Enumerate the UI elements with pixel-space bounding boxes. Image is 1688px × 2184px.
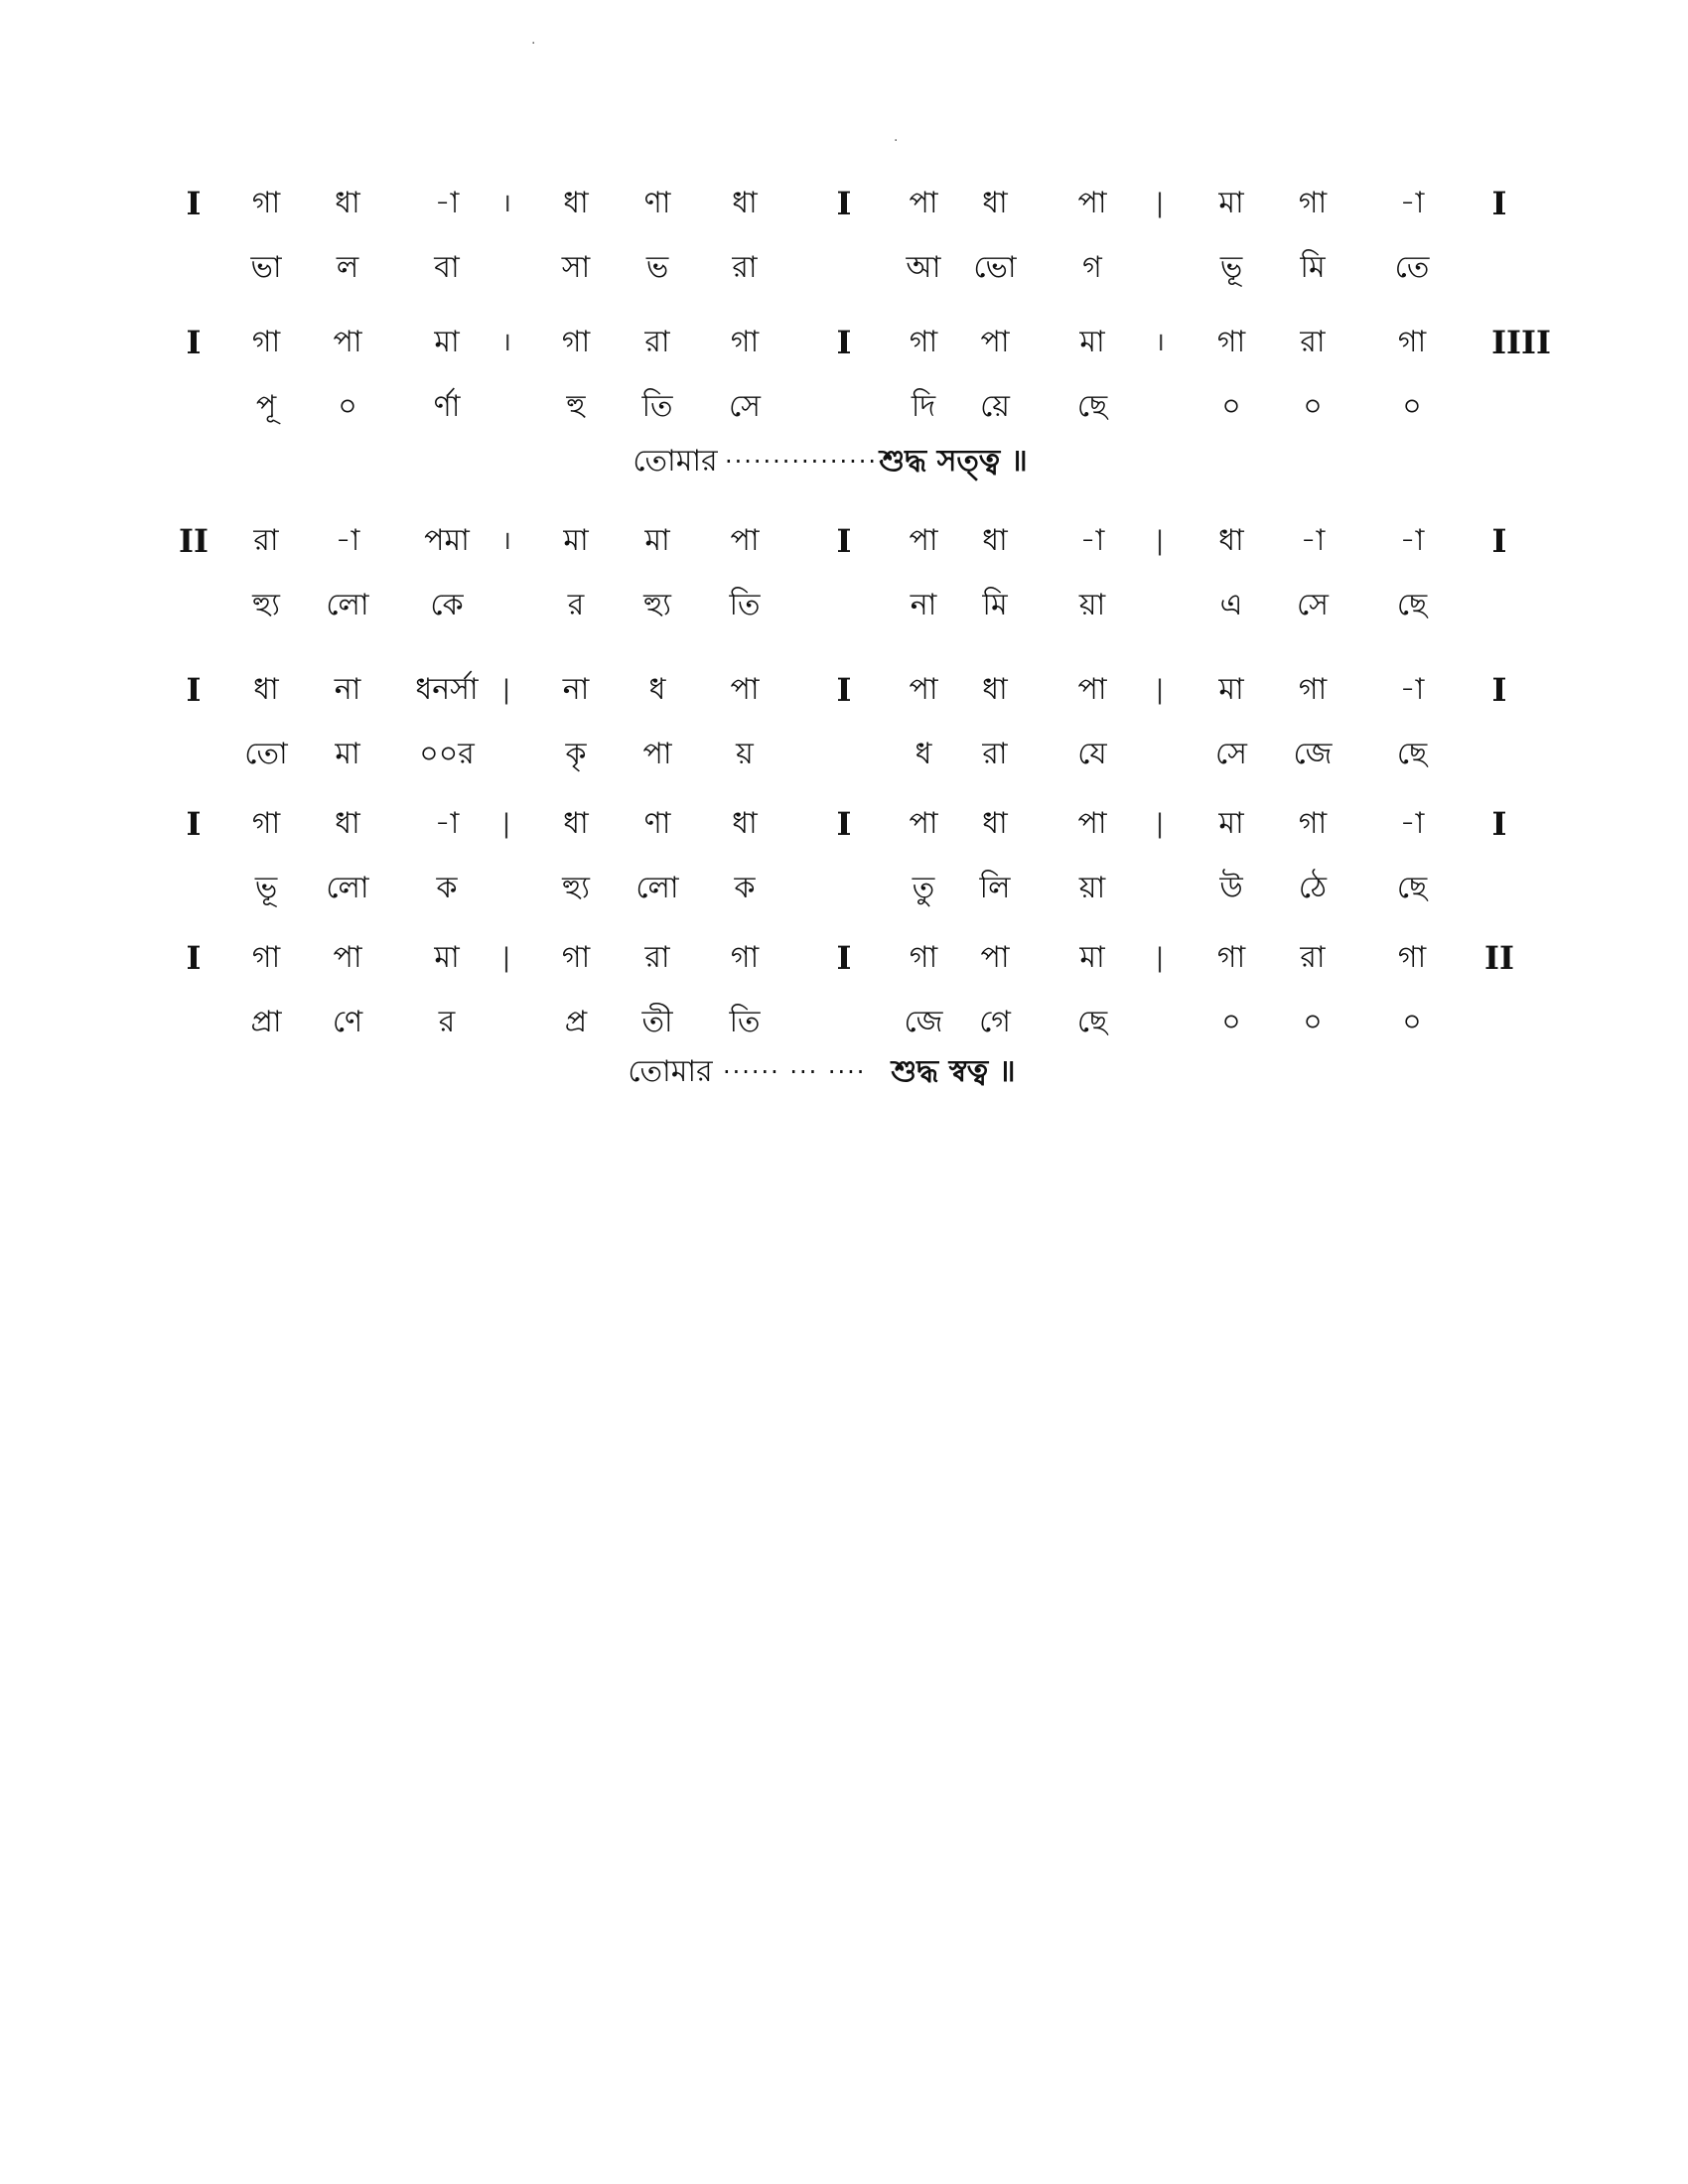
bar-line: II [1484,939,1514,977]
bar-line: | [501,675,511,705]
lyric-syllable: দি [911,389,936,424]
refrain-line [0,1052,1688,1092]
lyric-syllable: প্রা [250,1005,282,1039]
swara-note: গা [1397,325,1427,359]
lyric-syllable: ০ [1402,1005,1422,1039]
lyric-syllable: লো [635,871,679,905]
swara-line [0,323,1688,362]
swara-note: মা [1218,186,1244,220]
swara-note: পা [730,523,760,558]
lyric-syllable: মি [1300,250,1326,285]
lyric-syllable: ০ [1221,389,1241,424]
bar-line: I [836,324,852,361]
lyric-syllable: জে [1293,737,1333,771]
lyric-syllable: গ [1082,250,1102,285]
lyric-syllable: ক [734,871,756,905]
lyric-syllable: ০০র [419,737,475,771]
swara-note: -া [1399,806,1425,841]
lyric-syllable: তী [641,1005,673,1039]
lyric-syllable: ভূ [254,871,278,905]
refrain-tail-text: শুদ্ধ স্বত্ব ॥ [891,1054,1016,1089]
swara-note: ধা [1218,523,1244,558]
lyric-syllable: য় [736,737,754,771]
lyric-syllable: য়ে [980,389,1010,424]
swara-note: গা [1298,806,1328,841]
lyric-syllable: হু [566,389,586,424]
lyric-syllable: গে [979,1005,1011,1039]
lyric-syllable: ছে [1396,588,1428,622]
lyric-syllable: ছে [1396,737,1428,771]
swara-note: গা [251,806,281,841]
swara-note: পা [1077,186,1107,220]
lyric-syllable: ভা [250,250,282,285]
bar-line: I [836,805,852,843]
lyric-syllable: হ্যু [562,871,590,905]
lyric-syllable: ভ [645,250,669,285]
lyric-syllable: লো [326,588,369,622]
bar-line: | [501,809,511,839]
lyric-syllable: ০ [1402,389,1422,424]
swara-note: পা [1077,672,1107,707]
bar-line: I [186,185,202,222]
lyric-syllable: রা [982,737,1008,771]
refrain-lead-text: তোমার [628,1054,713,1089]
swara-note: -া [434,806,460,841]
lyric-syllable: বা [434,250,460,285]
lyric-syllable: সে [1297,588,1329,622]
swara-note: ধা [253,672,279,707]
bar-line: | [1155,675,1165,705]
lyric-syllable: র [438,1005,456,1039]
swara-note: পা [909,523,938,558]
lyric-syllable: যে [1077,737,1107,771]
swara-note: পা [909,806,938,841]
lyric-syllable: ০ [1303,1005,1323,1039]
swara-line [0,670,1688,710]
lyric-syllable: ক [436,871,458,905]
swara-note: রা [1300,325,1326,359]
lyric-syllable: আ [906,250,941,285]
lyric-syllable: এ [1219,588,1243,622]
scan-speck: · [894,133,899,149]
lyric-syllable: হ্যু [252,588,280,622]
lyric-syllable: ছে [1396,871,1428,905]
bar-line: | [501,943,511,973]
bar-line: I [1491,805,1507,843]
swara-line [0,938,1688,978]
swara-note: -া [1079,523,1105,558]
swara-note: ণা [643,806,671,841]
bar-line: I [836,185,852,222]
lyric-syllable: ভো [973,250,1017,285]
bar-line: I [1491,671,1507,709]
swara-line [0,804,1688,844]
swara-note: মা [434,940,460,975]
lyric-line [0,735,1688,774]
swara-note: ধা [982,672,1008,707]
swara-note: গা [730,325,760,359]
bar-line: I [186,324,202,361]
lyric-syllable: তো [244,737,288,771]
swara-note: পা [980,940,1010,975]
swara-note: মা [1079,940,1105,975]
lyric-syllable: তি [729,588,761,622]
swara-note: না [334,672,361,707]
lyric-syllable: ছে [1076,389,1108,424]
lyric-syllable: ল [336,250,359,285]
lyric-syllable: লি [979,871,1011,905]
swara-note: রা [644,325,670,359]
swara-note: মা [644,523,670,558]
bar-line: । [501,328,511,357]
bar-line: | [1155,809,1165,839]
refrain-line [0,442,1688,481]
swara-note: পা [1077,806,1107,841]
swara-note: না [562,672,590,707]
swara-note: গা [909,325,938,359]
bar-line: । [501,526,511,556]
lyric-syllable: ০ [338,389,357,424]
swara-note: ধনর্সা [415,672,479,707]
swara-note: গা [561,325,591,359]
lyric-syllable: সে [729,389,761,424]
lyric-syllable: মা [335,737,360,771]
swara-note: ধা [732,186,758,220]
refrain-tail-text: শুদ্ধ সত্ত্ব ॥ [879,444,1028,478]
swara-line [0,184,1688,223]
bar-line: IIII [1491,324,1551,361]
swara-note: ধা [335,806,360,841]
lyric-line [0,586,1688,625]
swara-note: মা [434,325,460,359]
swara-note: পা [909,186,938,220]
swara-note: গা [1298,186,1328,220]
lyric-syllable: ঠে [1298,871,1328,905]
swara-note: -া [434,186,460,220]
lyric-line [0,869,1688,908]
swara-note: রা [253,523,279,558]
swara-note: রা [644,940,670,975]
lyric-syllable: রা [732,250,758,285]
swara-note: গা [561,940,591,975]
swara-note: ধা [732,806,758,841]
lyric-syllable: কৃ [565,737,587,771]
swara-note: গা [909,940,938,975]
lyric-syllable: হ্যু [643,588,671,622]
lyric-syllable: ভূ [1219,250,1243,285]
refrain-dotted-leader: ················· [725,448,888,476]
swara-note: ধা [563,186,589,220]
lyric-syllable: য়া [1078,871,1106,905]
lyric-syllable: লো [326,871,369,905]
bar-line: | [1155,189,1165,218]
lyric-line [0,1003,1688,1042]
refrain-lead-text: তোমার [633,444,718,478]
swara-note: গা [1298,672,1328,707]
lyric-syllable: উ [1219,871,1243,905]
lyric-syllable: ০ [1303,389,1323,424]
swara-note: গা [251,186,281,220]
lyric-syllable: পূ [255,389,277,424]
scan-speck: · [531,36,536,52]
swara-note: গা [1397,940,1427,975]
swara-note: পা [909,672,938,707]
bar-line: I [836,522,852,560]
swara-note: মা [1218,806,1244,841]
swara-note: গা [251,325,281,359]
lyric-syllable: ০ [1221,1005,1241,1039]
refrain-dotted-leader: ······ ··· ···· [723,1058,867,1086]
lyric-syllable: র্ণা [433,389,461,424]
lyric-syllable: পা [642,737,672,771]
swara-line [0,521,1688,561]
bar-line: I [186,939,202,977]
lyric-line [0,387,1688,427]
swara-note: ধা [982,523,1008,558]
lyric-syllable: ছে [1076,1005,1108,1039]
lyric-syllable: মি [982,588,1008,622]
bar-line: I [186,671,202,709]
lyric-syllable: ধ [914,737,932,771]
lyric-syllable: তে [1394,250,1430,285]
lyric-line [0,248,1688,288]
swara-note: পা [730,672,760,707]
swara-note: গা [1216,940,1246,975]
lyric-syllable: তি [641,389,673,424]
swara-note: -া [335,523,360,558]
lyric-syllable: কে [430,588,464,622]
swara-note: রা [1300,940,1326,975]
swara-note: ধ [648,672,666,707]
swara-note: পমা [424,523,470,558]
swara-note: গা [730,940,760,975]
swara-note: মা [563,523,589,558]
swara-note: গা [251,940,281,975]
lyric-syllable: সা [561,250,591,285]
swara-note: -া [1399,523,1425,558]
lyric-syllable: সে [1215,737,1247,771]
bar-line: I [186,805,202,843]
swara-note: ধা [563,806,589,841]
bar-line: I [1491,185,1507,222]
lyric-syllable: ণে [332,1005,363,1039]
lyric-syllable: না [910,588,937,622]
lyric-syllable: তি [729,1005,761,1039]
bar-line: II [179,522,209,560]
bar-line: । [1155,328,1165,357]
bar-line: I [836,671,852,709]
swara-note: -া [1399,186,1425,220]
swara-note: পা [333,940,362,975]
swara-note: মা [1218,672,1244,707]
lyric-syllable: র [567,588,585,622]
lyric-syllable: তু [912,871,935,905]
swara-note: ধা [982,806,1008,841]
bar-line: । [501,189,511,218]
lyric-syllable: য়া [1078,588,1106,622]
bar-line: | [1155,526,1165,556]
lyric-syllable: জে [904,1005,943,1039]
swara-note: মা [1079,325,1105,359]
bar-line: I [1491,522,1507,560]
lyric-syllable: প্র [564,1005,588,1039]
swara-note: ধা [335,186,360,220]
swara-note: ণা [643,186,671,220]
swara-note: পা [333,325,362,359]
bar-line: | [1155,943,1165,973]
swara-note: গা [1216,325,1246,359]
swara-note: ধা [982,186,1008,220]
swara-note: পা [980,325,1010,359]
swara-note: -া [1300,523,1326,558]
bar-line: I [836,939,852,977]
swara-note: -া [1399,672,1425,707]
